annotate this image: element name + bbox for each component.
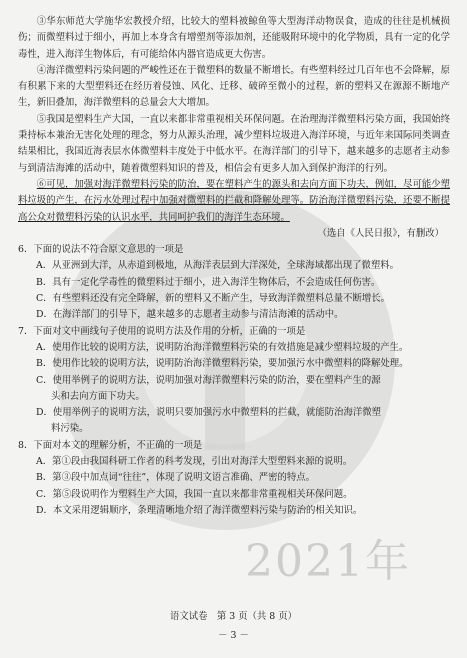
paragraph-4: ④海洋微塑料污染问题的严峻性还在于微塑料的数量不断增长。有些塑料经过几百年也不会降解，原有积累下来的大型塑料还在经历着侵蚀、风化、迁移、破碎至微小的过程，新的塑料又在源源不断地产生，新旧叠加，海洋微塑料的总量会大大增加。 (18, 64, 450, 109)
question-8 (18, 438, 450, 519)
question-stem: 8．下面对本文的理解分析，不正确的一项是 (18, 439, 203, 451)
option-b: B．具有一定化学毒性的微塑料过于细小，进入海洋生物体后，不会造成任何伤害。 (36, 276, 381, 288)
page-number: － 3 － (218, 630, 249, 641)
question-stem: 7．下面对文中画线句子使用的说明方法及作用的分析，正确的一项是 (18, 325, 306, 337)
option-d: D．本文采用逻辑顺序，条理清晰地介绍了海洋微塑料污染与防治的相关知识。 (36, 504, 363, 516)
paragraph-3: ③华东师范大学施华宏教授介绍，比较大的塑料被鲸鱼等大型海洋动物误食，造成的往往是机械损伤；而微塑料过于细小，再加上本身含有增塑剂等添加剂，还能吸附环境中的化学物质，具有一定的化学毒性，进入海洋生物体后，有可能给体内器官造成更大伤害。 (18, 16, 450, 60)
option-a: A．从亚洲到大洋，从赤道到极地，从海洋表层到大洋深处，全球海域都出现了微塑料。 (36, 260, 400, 272)
option-a: A．第①段由我国科研工作者的科考发现，引出对海洋大型塑料来源的说明。 (36, 456, 353, 468)
option-c: C．第⑤段说明作为塑料生产大国，我国一直以来都非常重视相关环保问题。 (36, 488, 353, 500)
option-c-continued: 头和去向方面下功夫。 (51, 390, 145, 402)
option-b: B．第③段中加点词“往往”，体现了说明文语言准确、严密的特点。 (36, 472, 315, 484)
watermark-year: 2021年 (245, 536, 411, 587)
option-d: D．使用举例子的说明方法，说明只要加强污水中微塑料的拦截，就能防治海洋微塑 (36, 407, 382, 419)
page-footer-info: 语文试卷 第 3 页（共 8 页） (170, 611, 297, 622)
question-stem: 6．下面的说法不符合原文意思的一项是 (18, 244, 184, 256)
option-c: C．使用举例子的说明方法，说明加强对海洋微塑料污染的防治，要在塑料产生的源 (36, 374, 381, 386)
main-text (18, 14, 450, 519)
question-7 (18, 324, 450, 438)
article-source: （选自《人民日报》，有删改） (317, 227, 444, 239)
paragraph-6: ⑥可见，加强对海洋微塑料污染的防治，要在塑料产生的源头和去向方面下功夫，例如，尽可能少塑料垃圾的产生，在污水处理过程中加强对微塑料的拦截和降解处理等。防治海洋微塑料污染，还要不断提高公众对微塑料污染的认识水平，共同呵护我们的海洋生态环境。 (18, 178, 450, 223)
option-b: B．使用作比较的说明方法，说明防治海洋微塑料污染，要加强污水中微塑料的降解处理。 (36, 358, 409, 370)
option-c: C．有些塑料还没有完全降解，新的塑料又不断产生，导致海洋微塑料总量不断增长。 (36, 293, 391, 305)
option-d-continued: 料污染。 (51, 423, 89, 435)
question-6 (18, 242, 450, 323)
option-d: D．在海洋部门的引导下，越来越多的志愿者主动参与清洁海滩的活动中。 (36, 309, 344, 321)
paragraph-5: ⑤我国是塑料生产大国，一直以来都非常重视相关环保问题。在治理海洋微塑料污染方面，我国始终秉持标本兼治无害化处理的理念，努力从源头治理，减少塑料垃圾进入海洋环境，与近年来国际同类调查结果相比，我国近海表层水体微塑料丰度处于中低水平。在海洋部门的引导下，越来越多的志愿者主动参与到清洁海滩的活动中，随着微塑料知识的普及，相信会有更多人加入到保护海洋的行列。 (18, 113, 450, 174)
option-a: A．使用作比较的说明方法，说明防治海洋微塑料污染的有效措施是减少塑料垃圾的产生。 (36, 341, 409, 353)
